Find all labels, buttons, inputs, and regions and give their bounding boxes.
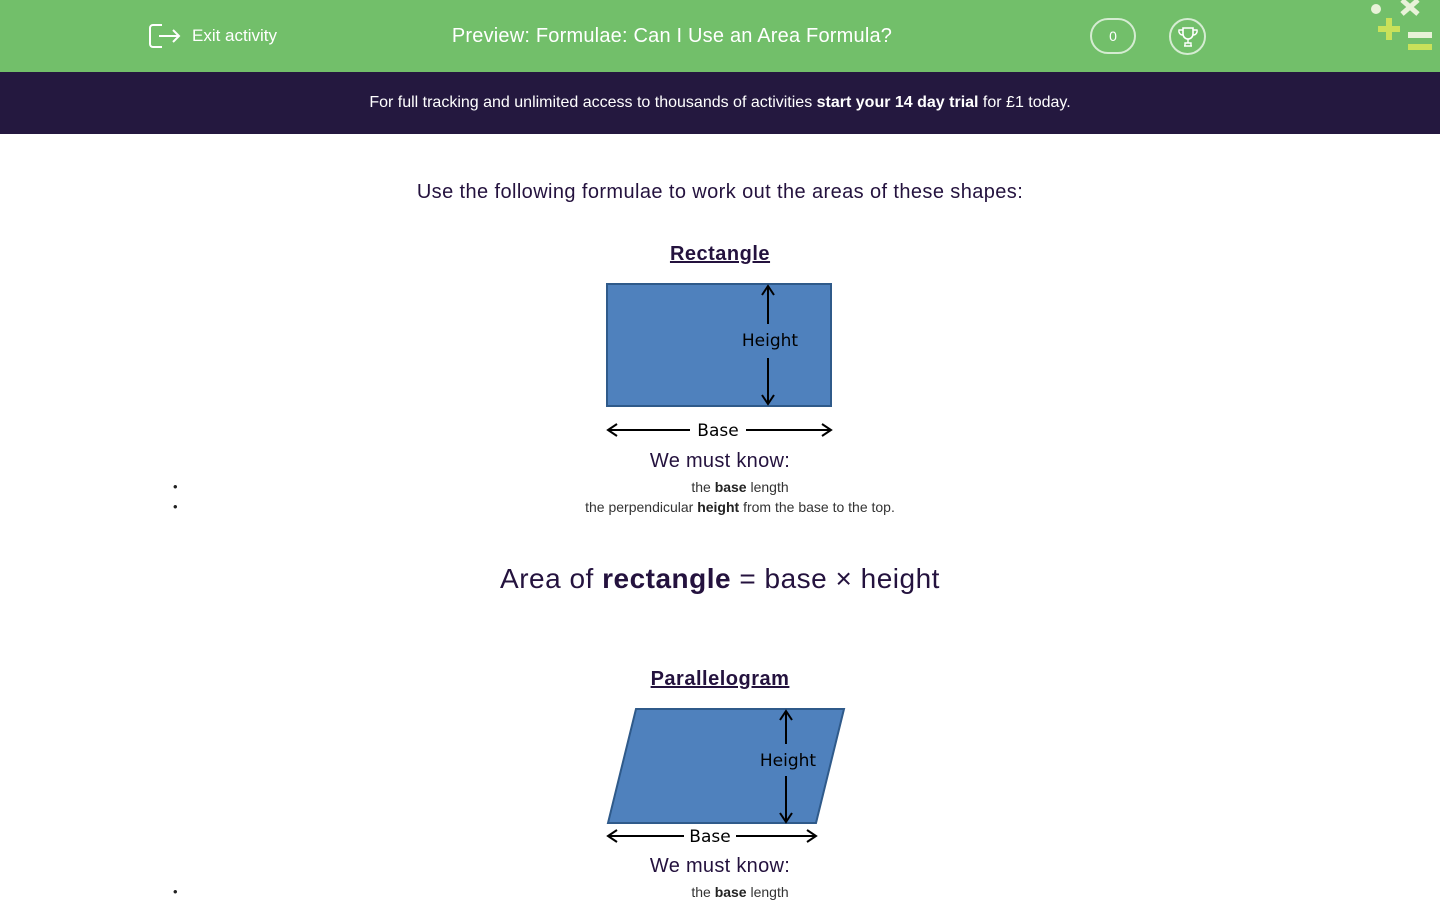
rectangle-must-know: We must know:: [649, 450, 791, 472]
list-item: • the base length: [175, 882, 1305, 902]
rectangle-requirements-list: [175, 477, 1305, 517]
rectangle-heading: Rectangle: [669, 243, 771, 265]
trophy-icon: [1177, 26, 1199, 48]
trial-banner-suffix: for £1 today.: [978, 94, 1071, 111]
top-bar: [0, 0, 1440, 72]
instruction-text: Use the following formulae to work out the areas of these shapes:: [416, 181, 1024, 203]
score-badge: 0: [1090, 18, 1136, 54]
parallelogram-base-label: Base: [689, 827, 731, 847]
rectangle-base-label: Base: [697, 421, 739, 441]
list-item: • the perpendicular height from the base to the top.: [175, 497, 1305, 517]
parallelogram-heading: Parallelogram: [650, 668, 790, 690]
rectangle-height-label: Height: [741, 331, 799, 351]
parallelogram-must-know: We must know:: [649, 855, 791, 877]
rectangle-diagram: [596, 278, 846, 448]
exit-activity-label: Exit activity: [192, 26, 278, 45]
trophy-button[interactable]: [1169, 18, 1206, 55]
list-item: • the base length: [175, 477, 1305, 497]
rectangle-formula: Area of rectangle = base × height: [500, 563, 940, 594]
trial-banner[interactable]: [0, 72, 1440, 134]
brand-logo-icon: [1366, 0, 1440, 60]
parallelogram-requirements-list: [175, 882, 1305, 902]
trial-banner-text: For full tracking and unlimited access to thousands of activities: [369, 94, 817, 111]
parallelogram-diagram: [596, 704, 856, 849]
page-title: Preview: Formulae: Can I Use an Area Formula?: [451, 25, 893, 47]
parallelogram-height-label: Height: [759, 751, 817, 771]
trial-banner-link[interactable]: start your 14 day trial: [816, 94, 979, 111]
